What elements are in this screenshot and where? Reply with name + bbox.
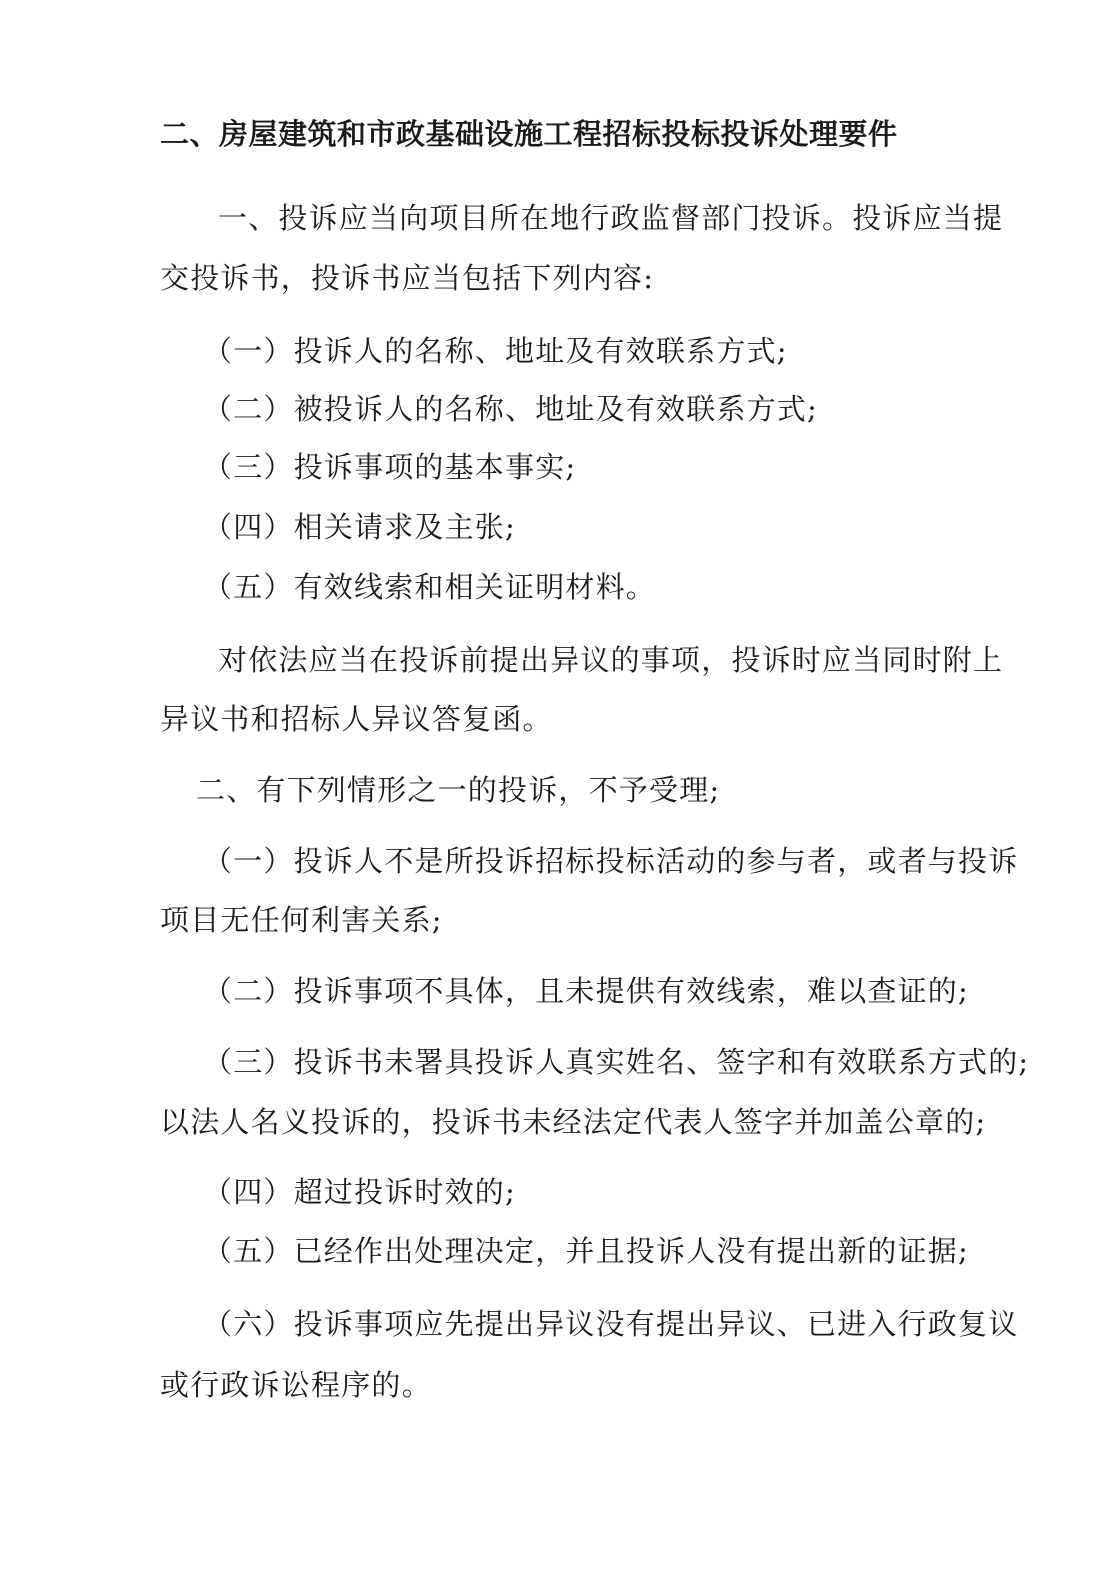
section2-item-5: （五）已经作出处理决定，并且投诉人没有提出新的证据;	[203, 1234, 969, 1268]
section1-item-2: （二）被投诉人的名称、地址及有效联系方式;	[203, 392, 818, 426]
section2-item-6-line1: （六）投诉事项应先提出异议没有提出异议、已进入行政复议	[203, 1307, 1019, 1341]
section2-item-1-line1: （一）投诉人不是所投诉招标投标活动的参与者，或者与投诉	[203, 844, 1019, 878]
section2-heading: 二、有下列情形之一的投诉，不予受理;	[196, 773, 721, 807]
section1-intro-line2: 交投诉书，投诉书应当包括下列内容:	[160, 261, 655, 295]
section1-item-5: （五）有效线索和相关证明材料。	[203, 570, 657, 604]
section1-note-line1: 对依法应当在投诉前提出异议的事项，投诉时应当同时附上	[218, 643, 1004, 677]
section2-item-3-line1: （三）投诉书未署具投诉人真实姓名、签字和有效联系方式的;	[203, 1045, 1030, 1079]
section1-item-3: （三）投诉事项的基本事实;	[203, 450, 577, 484]
section2-item-4: （四）超过投诉时效的;	[203, 1175, 516, 1209]
section1-item-1: （一）投诉人的名称、地址及有效联系方式;	[203, 334, 788, 368]
section1-note-line2: 异议书和招标人异议答复函。	[160, 702, 553, 736]
section2-item-6-line2: 或行政诉讼程序的。	[160, 1368, 432, 1402]
section1-intro-line1: 一、投诉应当向项目所在地行政监督部门投诉。投诉应当提	[218, 201, 1004, 235]
document-title: 二、房屋建筑和市政基础设施工程招标投标投诉处理要件	[160, 117, 898, 151]
section2-item-1-line2: 项目无任何利害关系;	[160, 903, 443, 937]
section2-item-3-line2: 以法人名义投诉的，投诉书未经法定代表人签字并加盖公章的;	[160, 1105, 987, 1139]
section1-item-4: （四）相关请求及主张;	[203, 510, 516, 544]
section2-item-2: （二）投诉事项不具体，且未提供有效线索，难以查证的;	[203, 974, 969, 1008]
